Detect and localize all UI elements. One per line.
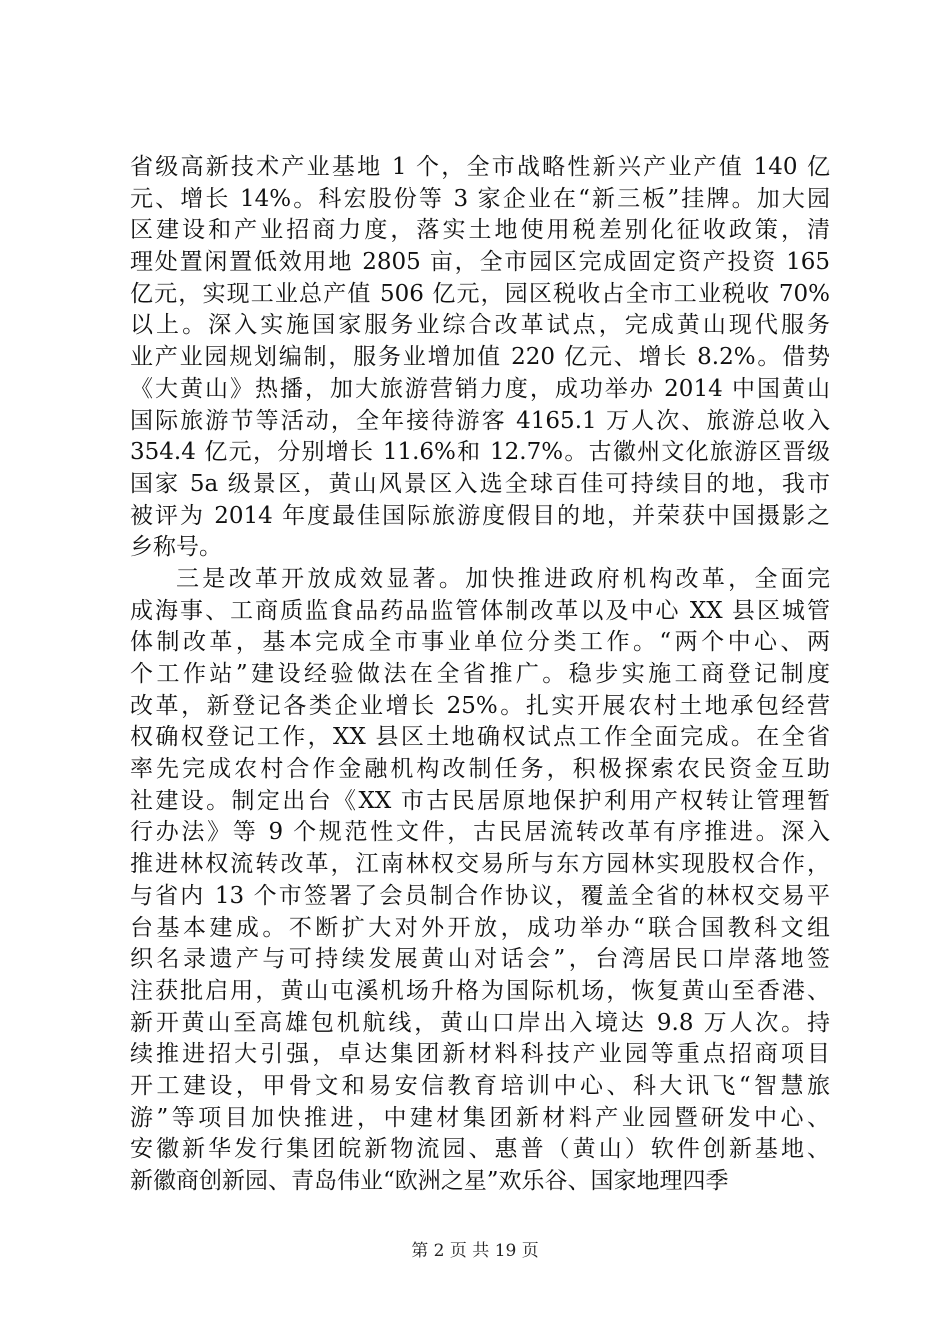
paragraph	[130, 152, 830, 564]
text-line: 社建设。制定出台《XX 市古民居原地保护利用产权转让管理暂	[130, 787, 830, 814]
text-line: 乡称号。	[130, 534, 222, 561]
text-line: 开工建设，甲骨文和易安信教育培训中心、科大讯飞“智慧旅	[130, 1072, 830, 1099]
text-line: 率先完成农村合作金融机构改制任务，积极探索农民资金互助	[130, 756, 830, 783]
text-line: 新开黄山至高雄包机航线，黄山口岸出入境达 9.8 万人次。持	[130, 1009, 830, 1036]
text-line: 省级高新技术产业基地 1 个，全市战略性新兴产业产值 140 亿	[130, 154, 830, 180]
text-line: 与省内 13 个市签署了会员制合作协议，覆盖全省的林权交易平	[130, 882, 830, 909]
text-line: 被评为 2014 年度最佳国际旅游度假目的地，并荣获中国摄影之	[130, 502, 830, 529]
text-line: 续推进招大引强，卓达集团新材料科技产业园等重点招商项目	[130, 1041, 830, 1068]
text-line: 元、增长 14%。科宏股份等 3 家企业在“新三板”挂牌。加大园	[130, 185, 830, 212]
paragraph	[130, 564, 830, 1198]
text-line: 新徽商创新园、青岛伟业“欧洲之星”欢乐谷、国家地理四季	[130, 1168, 729, 1194]
text-line: 区建设和产业招商力度，落实土地使用税差别化征收政策，清	[130, 217, 830, 244]
text-line: 游”等项目加快推进，中建材集团新材料产业园暨研发中心、	[130, 1104, 830, 1131]
text-line: 个工作站”建设经验做法在全省推广。稳步实施工商登记制度	[130, 661, 830, 687]
document-body	[130, 152, 830, 1198]
text-line: 安徽新华发行集团皖新物流园、惠普（黄山）软件创新基地、	[130, 1136, 830, 1163]
text-line: 注获批启用，黄山屯溪机场升格为国际机场，恢复黄山至香港、	[130, 977, 830, 1004]
text-line: 权确权登记工作，XX 县区土地确权试点工作全面完成。在全省	[130, 724, 830, 751]
page-footer	[0, 1236, 950, 1261]
text-line: 台基本建成。不断扩大对外开放，成功举办“联合国教科文组	[130, 914, 830, 941]
text-line: 以上。深入实施国家服务业综合改革试点，完成黄山现代服务	[130, 312, 830, 339]
text-line: 三是改革开放成效显著。加快推进政府机构改革，全面完	[176, 565, 830, 592]
text-line: 《大黄山》热播，加大旅游营销力度，成功举办 2014 中国黄山	[130, 375, 830, 402]
text-line: 行办法》等 9 个规范性文件，古民居流转改革有序推进。深入	[130, 819, 830, 846]
text-line: 国家 5a 级景区，黄山风景区入选全球百佳可持续目的地，我市	[130, 470, 830, 497]
text-line: 354.4 亿元，分别增长 11.6%和 12.7%。古徽州文化旅游区晋级	[130, 439, 830, 466]
text-line: 亿元，实现工业总产值 506 亿元，园区税收占全市工业税收 70%	[130, 280, 830, 307]
text-line: 国际旅游节等活动，全年接待游客 4165.1 万人次、旅游总收入	[130, 407, 830, 434]
text-line: 体制改革，基本完成全市事业单位分类工作。“两个中心、两	[130, 629, 830, 656]
text-line: 推进林权流转改革，江南林权交易所与东方园林实现股权合作，	[130, 851, 830, 878]
text-line: 业产业园规划编制，服务业增加值 220 亿元、增长 8.2%。借势	[130, 344, 830, 371]
text-line: 织名录遗产与可持续发展黄山对话会”，台湾居民口岸落地签	[130, 946, 830, 973]
text-line: 成海事、工商质监食品药品监管体制改革以及中心 XX 县区城管	[130, 597, 830, 624]
text-line: 改革，新登记各类企业增长 25%。扎实开展农村土地承包经营	[130, 692, 830, 719]
page-number-label: 第 2 页 共 19 页	[411, 1241, 539, 1261]
text-line: 理处置闲置低效用地 2805 亩，全市园区完成固定资产投资 165	[130, 249, 830, 276]
